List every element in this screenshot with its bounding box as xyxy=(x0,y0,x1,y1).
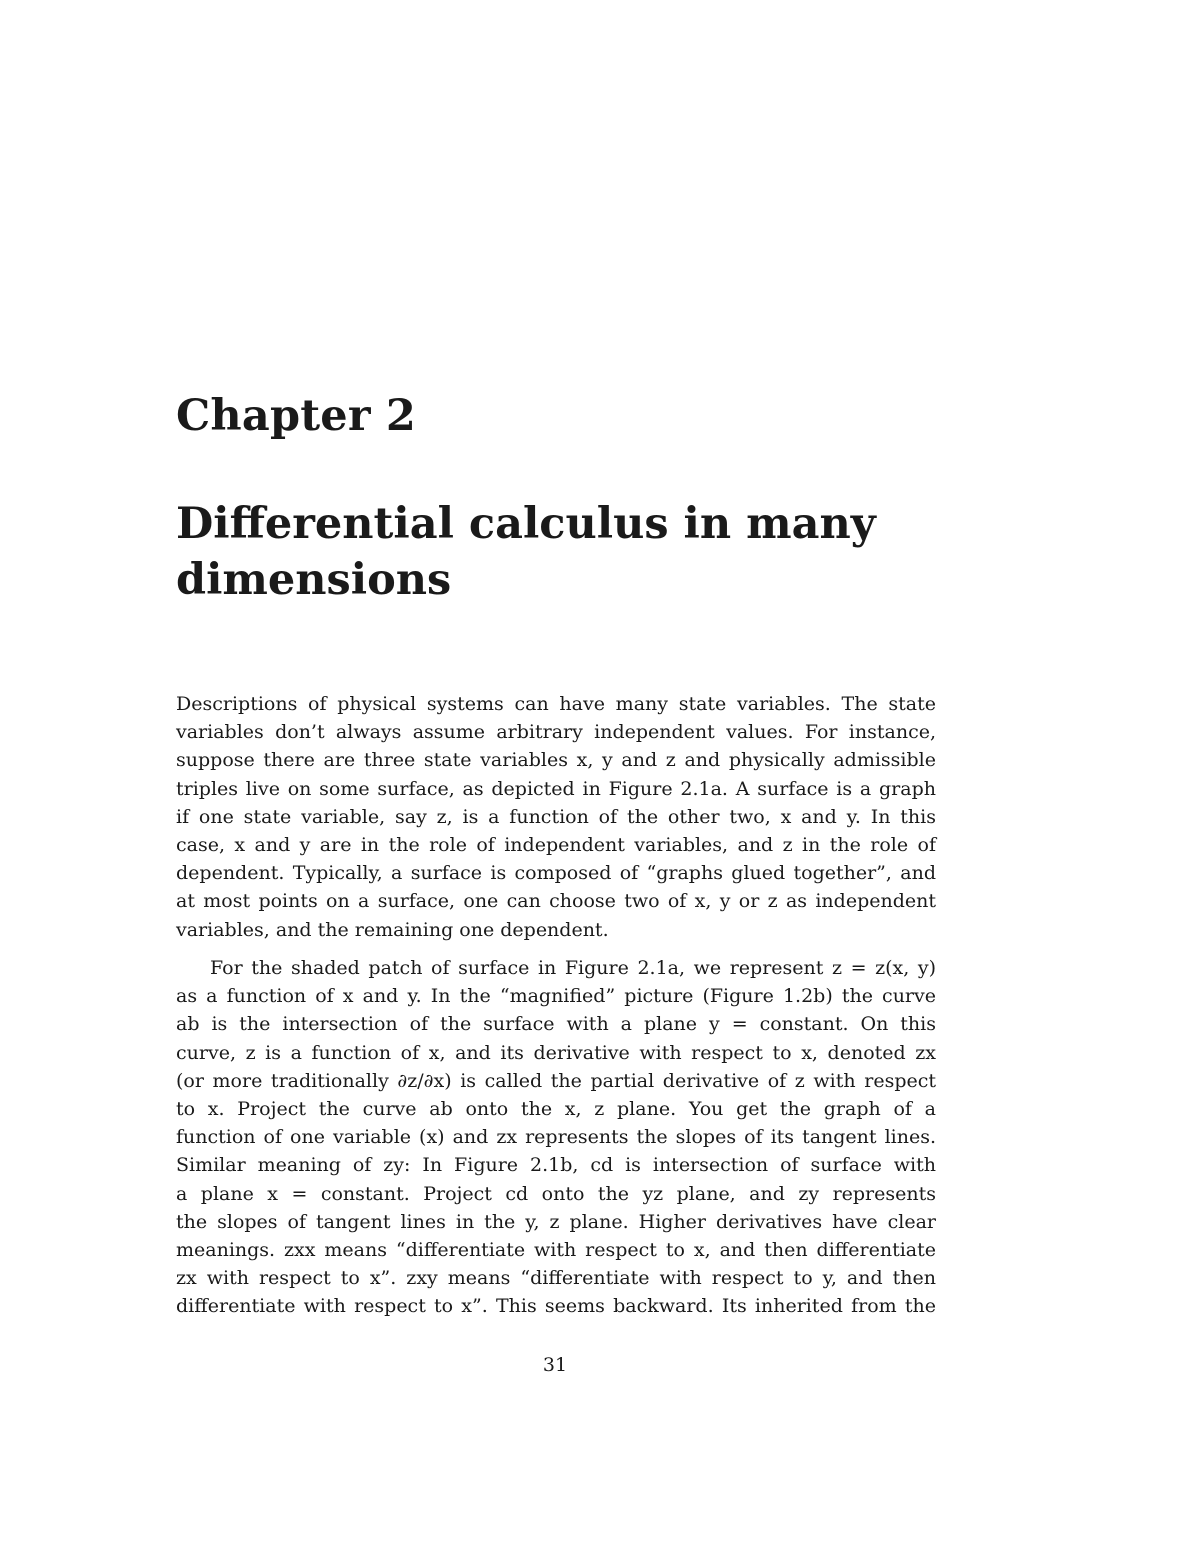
text-line: variables, and the remaining one dependent. xyxy=(176,918,609,941)
text-line: to x. Project the curve ab onto the x, z plane. You get the graph of a xyxy=(176,1097,936,1120)
text-line: variables don’t always assume arbitrary independent values. For instance, xyxy=(176,721,936,744)
text-line: meanings. zxx means “differentiate with respect to x, and then differentiate xyxy=(176,1238,936,1261)
text-line: curve, z is a function of x, and its derivative with respect to x, denoted zx xyxy=(176,1041,936,1064)
text-line: at most points on a surface, one can choose two of x, y or z as independent xyxy=(176,890,936,913)
text-line: For the shaded patch of surface in Figure 2.1a, we represent z = z(x, y) xyxy=(210,957,936,979)
text-line: dependent. Typically, a surface is composed of “graphs glued together”, and xyxy=(176,862,936,885)
text-line: case, x and y are in the role of independent variables, and z in the role of xyxy=(176,833,936,856)
text-line: Similar meaning of zy: In Figure 2.1b, cd is intersection of surface with xyxy=(176,1154,936,1177)
page-number: 31 xyxy=(542,1354,568,1376)
text-line: the slopes of tangent lines in the y, z plane. Higher derivatives have clear xyxy=(176,1210,936,1233)
chapter-label: Chapter 2 xyxy=(176,391,416,441)
text-line: if one state variable, say z, is a function of the other two, x and y. In this xyxy=(176,805,936,828)
text-line: function of one variable (x) and zx represents the slopes of its tangent lines. xyxy=(176,1126,936,1149)
text-line: ab is the intersection of the surface with a plane y = constant. On this xyxy=(176,1013,936,1036)
text-line: as a function of x and y. In the “magnified” picture (Figure 1.2b) the curve xyxy=(176,985,936,1008)
chapter-title-line: Differential calculus in many xyxy=(176,499,876,549)
paragraph-partial-derivatives xyxy=(176,954,936,1320)
text-line: (or more traditionally ∂z/∂x) is called the partial derivative of z with respect xyxy=(176,1069,936,1092)
text-line: suppose there are three state variables x, y and z and physically admissible xyxy=(176,749,936,772)
paragraph-intro xyxy=(176,690,936,944)
text-line: differentiate with respect to x”. This seems backward. Its inherited from the xyxy=(176,1295,936,1318)
chapter-title xyxy=(176,496,936,608)
text-line: Descriptions of physical systems can have many state variables. The state xyxy=(176,693,936,715)
text-line: zx with respect to x”. zxy means “differentiate with respect to y, and then xyxy=(176,1267,936,1290)
chapter-title-line: dimensions xyxy=(176,555,452,605)
text-line: a plane x = constant. Project cd onto the yz plane, and zy represents xyxy=(176,1182,936,1205)
text-line: triples live on some surface, as depicted in Figure 2.1a. A surface is a graph xyxy=(176,777,936,800)
